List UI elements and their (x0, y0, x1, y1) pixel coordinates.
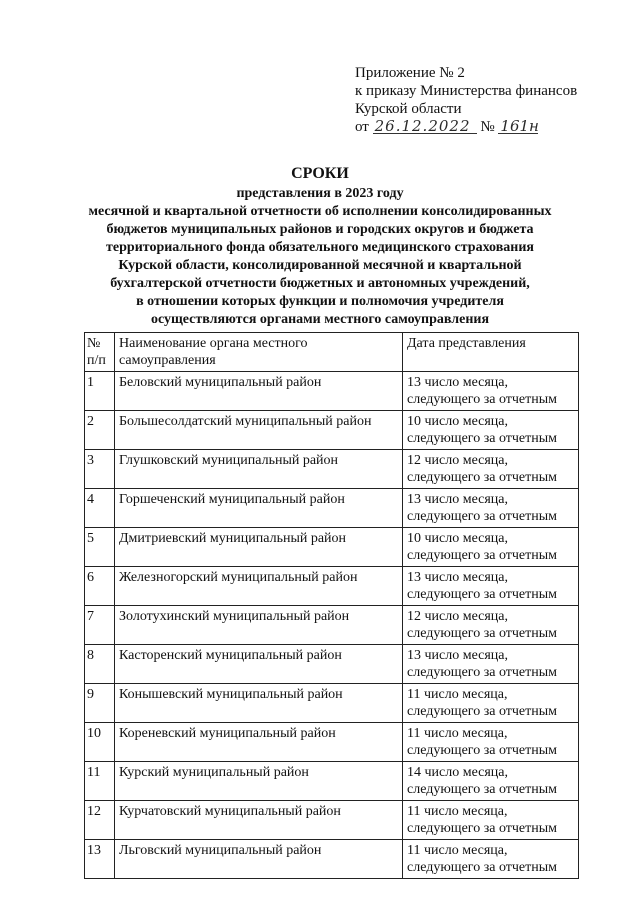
row-number: 10 (85, 723, 115, 762)
row-number: 4 (85, 489, 115, 528)
number-label: № (480, 119, 495, 135)
row-organ-name: Горшеченский муниципальный район (115, 489, 403, 528)
row-submission-date: 11 число месяца, следующего за отчетным (403, 684, 579, 723)
row-number: 3 (85, 450, 115, 489)
title-line: территориального фонда обязательного медицинского страхования (106, 240, 534, 255)
appendix-order-line (355, 118, 577, 136)
row-submission-date: 12 число месяца, следующего за отчетным (403, 606, 579, 645)
table-row (85, 450, 579, 489)
table-row (85, 372, 579, 411)
row-organ-name: Кореневский муниципальный район (115, 723, 403, 762)
row-number: 2 (85, 411, 115, 450)
row-number: 7 (85, 606, 115, 645)
row-number: 9 (85, 684, 115, 723)
table-row (85, 801, 579, 840)
row-submission-date: 13 число месяца, следующего за отчетным (403, 567, 579, 606)
row-number: 1 (85, 372, 115, 411)
order-number: 161н (500, 117, 539, 135)
header-name: Наименование органа местного самоуправления (115, 333, 403, 372)
table-row (85, 567, 579, 606)
header-number: № п/п (85, 333, 115, 372)
header-date: Дата представления (403, 333, 579, 372)
row-organ-name: Льговский муниципальный район (115, 840, 403, 879)
row-number: 5 (85, 528, 115, 567)
appendix-line-2: к приказу Министерства финансов (355, 83, 578, 99)
title-line: Курской области, консолидированной месячной и квартальной (118, 258, 522, 273)
title-line: бюджетов муниципальных районов и городских округов и бюджета (106, 222, 534, 237)
row-submission-date: 10 число месяца, следующего за отчетным (403, 528, 579, 567)
table-header-row (85, 333, 579, 372)
title-line: месячной и квартальной отчетности об исполнении консолидированных (88, 204, 552, 219)
row-submission-date: 12 число месяца, следующего за отчетным (403, 450, 579, 489)
row-number: 13 (85, 840, 115, 879)
title-line: в отношении которых функции и полномочия учредителя (136, 294, 504, 309)
table-row (85, 411, 579, 450)
row-submission-date: 13 число месяца, следующего за отчетным (403, 489, 579, 528)
table-row (85, 606, 579, 645)
row-number: 11 (85, 762, 115, 801)
table-row (85, 723, 579, 762)
table-row (85, 645, 579, 684)
table-row (85, 489, 579, 528)
row-number: 6 (85, 567, 115, 606)
row-organ-name: Глушковский муниципальный район (115, 450, 403, 489)
table-row (85, 684, 579, 723)
table-row (85, 528, 579, 567)
row-submission-date: 14 число месяца, следующего за отчетным (403, 762, 579, 801)
row-number: 12 (85, 801, 115, 840)
row-submission-date: 11 число месяца, следующего за отчетным (403, 801, 579, 840)
from-label: от (355, 119, 369, 135)
row-organ-name: Дмитриевский муниципальный район (115, 528, 403, 567)
row-submission-date: 13 число месяца, следующего за отчетным (403, 645, 579, 684)
appendix-line-3: Курской области (355, 101, 462, 117)
order-date: 26.12.2022 (373, 119, 477, 134)
appendix-block (355, 64, 577, 136)
row-organ-name: Железногорский муниципальный район (115, 567, 403, 606)
title-line: представления в 2023 году (236, 186, 404, 201)
title-main: СРОКИ (291, 165, 349, 182)
row-organ-name: Большесолдатский муниципальный район (115, 411, 403, 450)
row-number: 8 (85, 645, 115, 684)
row-organ-name: Курский муниципальный район (115, 762, 403, 801)
appendix-line-1: Приложение № 2 (355, 65, 465, 81)
row-submission-date: 10 число месяца, следующего за отчетным (403, 411, 579, 450)
row-organ-name: Золотухинский муниципальный район (115, 606, 403, 645)
row-organ-name: Касторенский муниципальный район (115, 645, 403, 684)
table-row (85, 762, 579, 801)
row-organ-name: Курчатовский муниципальный район (115, 801, 403, 840)
title-line: осуществляются органами местного самоуправления (150, 312, 490, 327)
document-title (40, 164, 600, 329)
deadlines-table (84, 332, 579, 879)
row-organ-name: Беловский муниципальный район (115, 372, 403, 411)
table-row (85, 840, 579, 879)
title-line: бухгалтерской отчетности бюджетных и автономных учреждений, (110, 276, 530, 291)
row-submission-date: 13 число месяца, следующего за отчетным (403, 372, 579, 411)
row-submission-date: 11 число месяца, следующего за отчетным (403, 723, 579, 762)
row-submission-date: 11 число месяца, следующего за отчетным (403, 840, 579, 879)
row-organ-name: Конышевский муниципальный район (115, 684, 403, 723)
